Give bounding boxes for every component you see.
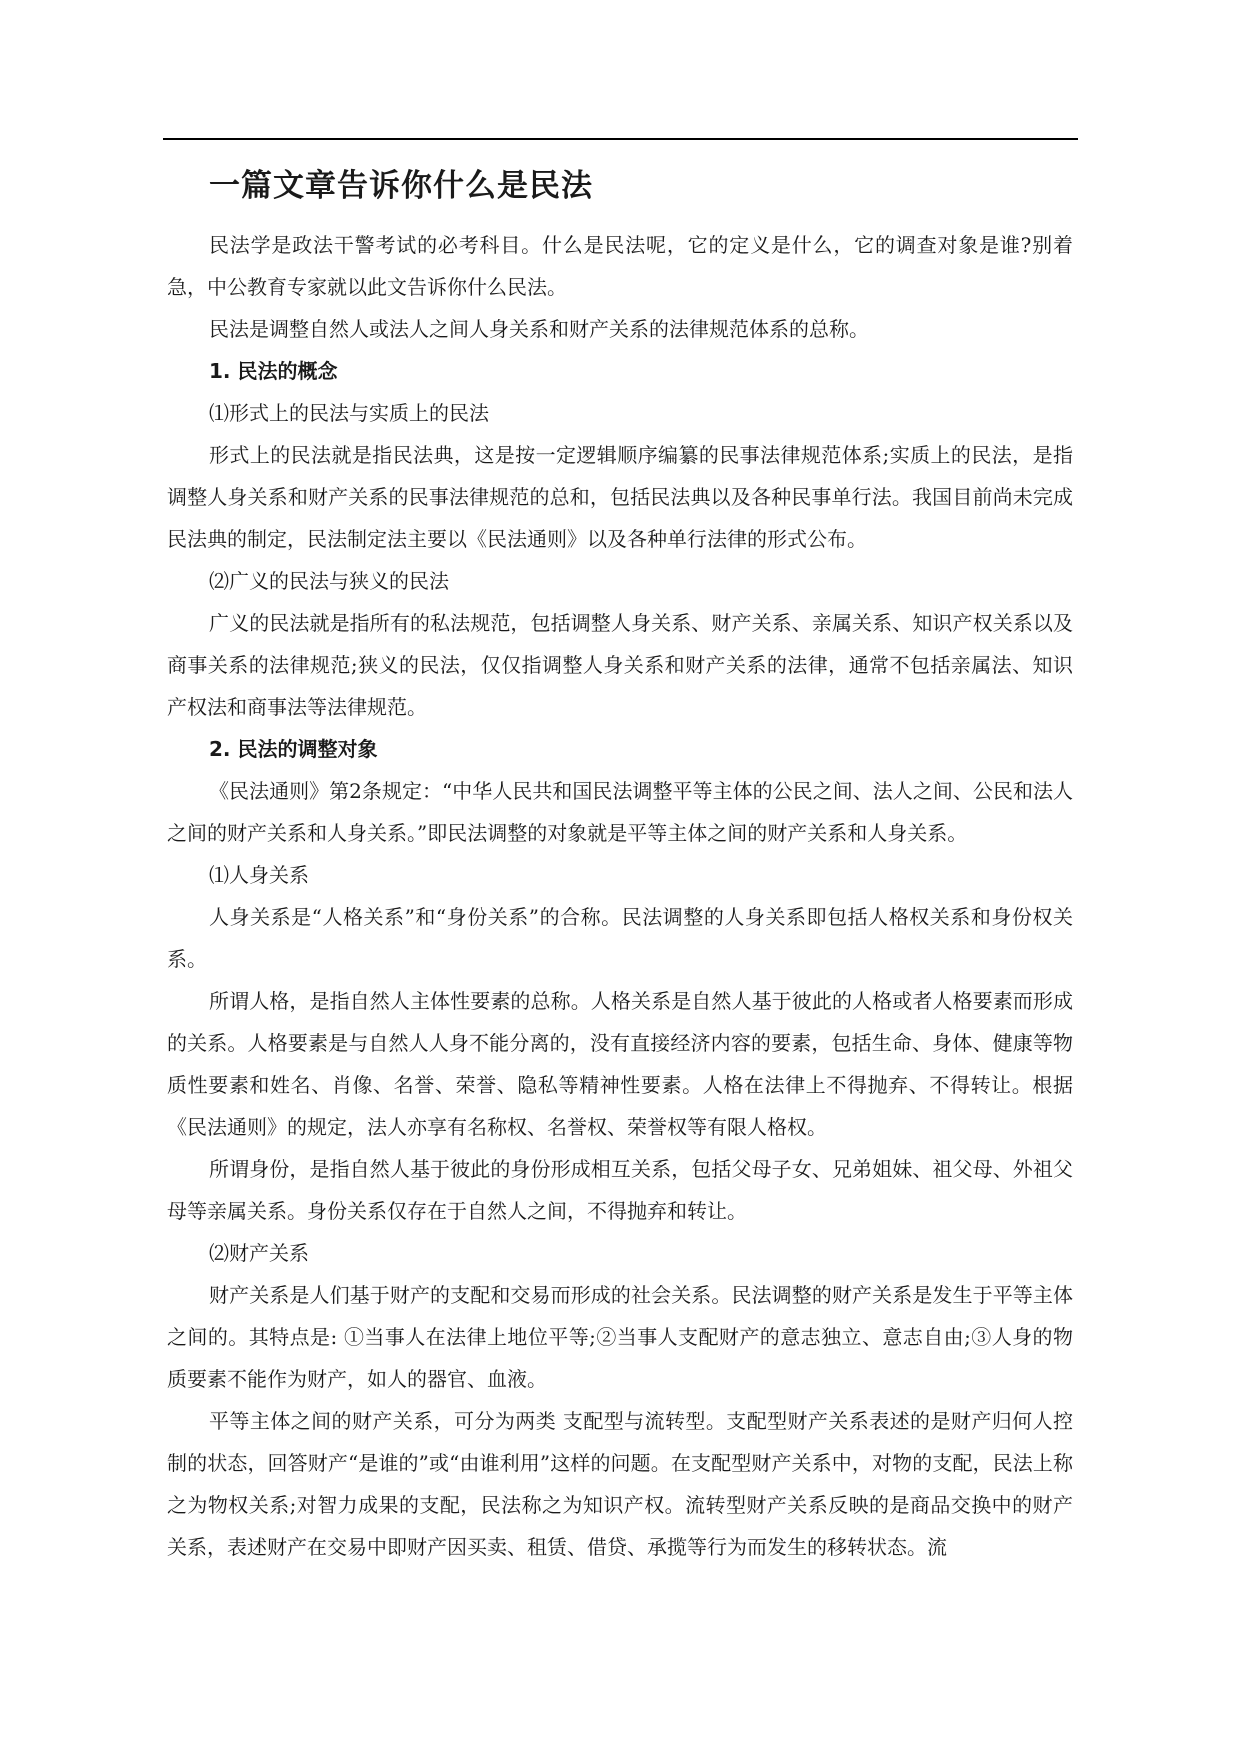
personality-paragraph: 所谓人格，是指自然人主体性要素的总称。人格关系是自然人基于彼此的人格或者人格要素而形成的关系。人格要素是与自然人人身不能分离的，没有直接经济内容的要素，包括生命、身体、健康等物质性要素和姓名、肖像、名誉、荣誉、隐私等精神性要素。人格在法律上不得抛弃、不得转让。根据《民法通则》的规定，法人亦享有名称权、名誉权、荣誉权等有限人格权。: [167, 989, 1073, 1139]
formal-substantive-paragraph: 形式上的民法就是指民法典，这是按一定逻辑顺序编纂的民事法律规范体系;实质上的民法，是指调整人身关系和财产关系的民事法律规范的总和，包括民法典以及各种民事单行法。我国目前尚未完成民法典的制定，民法制定法主要以《民法通则》以及各种单行法律的形式公布。: [167, 443, 1073, 551]
subheading-property-relations: ⑵财产关系: [209, 1241, 309, 1265]
personal-relations-paragraph: 人身关系是“人格关系”和“身份关系”的合称。民法调整的人身关系即包括人格权关系和身份权关系。: [167, 905, 1073, 971]
property-types-paragraph: 平等主体之间的财产关系，可分为两类 支配型与流转型。支配型财产关系表述的是财产归何人控制的状态，回答财产“是谁的”或“由谁利用”这样的问题。在支配型财产关系中，对物的支配，民法上称之为物权关系;对智力成果的支配，民法称之为知识产权。流转型财产关系反映的是商品交换中的财产关系，表述财产在交易中即财产因买卖、租赁、借贷、承揽等行为而发生的移转状态。流: [167, 1409, 1073, 1559]
subheading-formal-substantive: ⑴形式上的民法与实质上的民法: [209, 401, 489, 425]
subheading-broad-narrow: ⑵广义的民法与狭义的民法: [209, 569, 449, 593]
intro-paragraph: 民法学是政法干警考试的必考科目。什么是民法呢，它的定义是什么，它的调查对象是谁?别着急，中公教育专家就以此文告诉你什么民法。: [167, 233, 1073, 299]
header-rule: [163, 138, 1078, 140]
article-content: [167, 224, 1073, 1568]
civil-code-article-paragraph: 《民法通则》第2条规定：“中华人民共和国民法调整平等主体的公民之间、法人之间、公民和法人之间的财产关系和人身关系。”即民法调整的对象就是平等主体之间的财产关系和人身关系。: [167, 779, 1073, 845]
section-heading-concept: 1. 民法的概念: [209, 359, 338, 383]
property-relations-paragraph: 财产关系是人们基于财产的支配和交易而形成的社会关系。民法调整的财产关系是发生于平等主体之间的。其特点是: ①当事人在法律上地位平等;②当事人支配财产的意志独立、意志自由;③人身的物质要素不能作为财产，如人的器官、血液。: [167, 1283, 1073, 1391]
document-body: [167, 158, 1073, 1568]
definition-paragraph: 民法是调整自然人或法人之间人身关系和财产关系的法律规范体系的总称。: [209, 317, 869, 341]
page-title: 一篇文章告诉你什么是民法: [209, 168, 593, 204]
section-heading-objects: 2. 民法的调整对象: [209, 737, 378, 761]
broad-narrow-paragraph: 广义的民法就是指所有的私法规范，包括调整人身关系、财产关系、亲属关系、知识产权关系以及商事关系的法律规范;狭义的民法，仅仅指调整人身关系和财产关系的法律，通常不包括亲属法、知识产权法和商事法等法律规范。: [167, 611, 1073, 719]
subheading-personal-relations: ⑴人身关系: [209, 863, 309, 887]
identity-paragraph: 所谓身份，是指自然人基于彼此的身份形成相互关系，包括父母子女、兄弟姐妹、祖父母、外祖父母等亲属关系。身份关系仅存在于自然人之间，不得抛弃和转让。: [167, 1157, 1073, 1223]
